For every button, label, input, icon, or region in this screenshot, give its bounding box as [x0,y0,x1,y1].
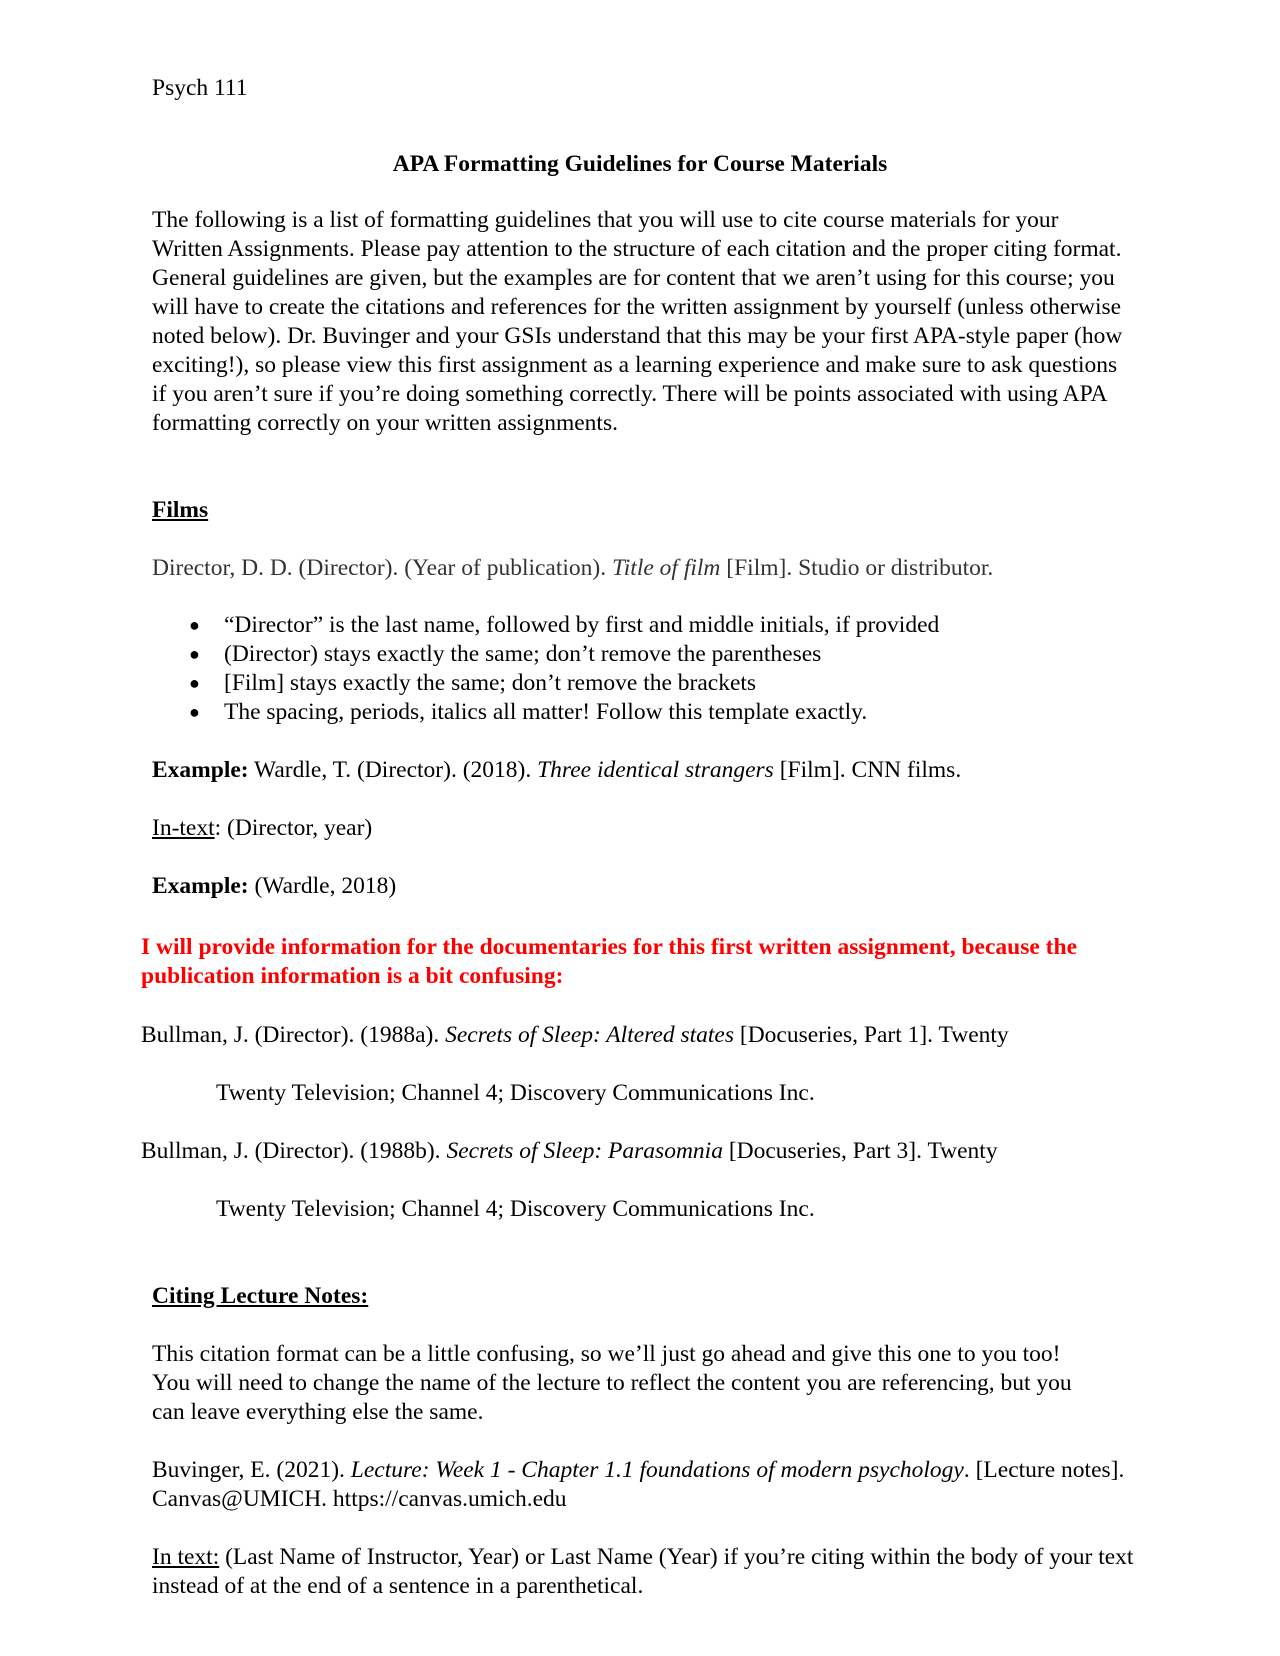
film-example [152,756,961,785]
citation-title: Secrets of Sleep: Altered states [445,1022,735,1048]
list-item-text: “Director” is the last name, followed by first and middle initials, if provided [224,612,940,638]
citation-title: Lecture: Week 1 - Chapter 1.1 foundations of modern psychology [350,1457,964,1483]
documentary-citation-1-continued: Twenty Television; Channel 4; Discovery Communications Inc. [216,1080,815,1106]
example-prefix: Wardle, T. (Director). (2018). [248,757,538,783]
bullet-icon: ● [189,644,200,664]
documentary-citation-2 [141,1137,998,1166]
example-label: Example: [152,873,249,899]
citation-prefix: Bullman, J. (Director). (1988b). [141,1138,447,1164]
intro-paragraph: The following is a list of formatting guidelines that you will use to cite course materials for your Written Assignments. Please pay attention to the structure of each citation and the proper citing format. General guidelines are given, but the examples are for content that we aren’t using for this course; you will have to create the citations and references for the written assignment by yourself (unless otherwise noted below). Dr. Buvinger and your GSIs understand that this may be your first APA-style paper (how exciting!), so please view this first assignment as a learning experience and make sure to ask questions if you aren’t sure if you’re doing something correctly. There will be points associated with using APA formatting correctly on your written assignments. [152,207,1123,436]
citation-suffix: . [Lecture notes]. Canvas@UMICH. https://canvas.umich.edu [152,1457,1125,1512]
documentary-notice: I will provide information for the documentaries for this first written assignment, because the publication information is a bit confusing: [141,934,1078,989]
example-title: Three identical strangers [537,757,774,783]
lecture-notes-heading: Citing Lecture Notes: [152,1283,369,1309]
intext-format: (Last Name of Instructor, Year) or Last Name (Year) if you’re citing within the body of your text instead of at the end of a sentence in a parenthetical. [152,1544,1134,1599]
list-item-text: (Director) stays exactly the same; don’t remove the parentheses [224,641,822,667]
example-text: (Wardle, 2018) [248,873,397,899]
intext-label: In text: [152,1544,220,1570]
lecture-intext [152,1543,1142,1601]
documentary-citation-1 [141,1021,1009,1050]
example-suffix: [Film]. CNN films. [773,757,962,783]
intext-label: In-text [152,815,215,841]
template-suffix: [Film]. Studio or distributor. [720,555,994,581]
citation-prefix: Bullman, J. (Director). (1988a). [141,1022,446,1048]
film-intext-example [152,872,396,901]
list-item-text: [Film] stays exactly the same; don’t remove the brackets [224,670,757,696]
bullet-icon: ● [189,702,200,722]
film-intext [152,814,372,843]
lecture-intro-paragraph: This citation format can be a little confusing, so we’ll just go ahead and give this one to you too! You will need to change the name of the lecture to reflect the content you are referencing, but you can leave everything else the same. [152,1341,1072,1425]
citation-suffix: [Docuseries, Part 1]. Twenty [734,1022,1009,1048]
course-label: Psych 111 [152,75,248,101]
films-heading: Films [152,497,209,523]
template-title: Title of film [612,555,721,581]
list-item [152,640,939,669]
bullet-icon: ● [189,615,200,635]
citation-prefix: Buvinger, E. (2021). [152,1457,351,1483]
list-item-text: The spacing, periods, italics all matter! Follow this template exactly. [224,699,868,725]
lecture-citation [152,1456,1142,1514]
bullet-icon: ● [189,673,200,693]
documentary-citation-2-continued: Twenty Television; Channel 4; Discovery Communications Inc. [216,1196,815,1222]
citation-suffix: [Docuseries, Part 3]. Twenty [722,1138,998,1164]
citation-title: Secrets of Sleep: Parasomnia [446,1138,723,1164]
intext-format: : (Director, year) [214,815,373,841]
page-title: APA Formatting Guidelines for Course Materials [392,151,888,177]
film-citation-template [152,554,993,583]
list-item [152,611,939,640]
list-item [152,698,939,727]
example-label: Example: [152,757,249,783]
template-prefix: Director, D. D. (Director). (Year of publication). [152,555,612,581]
list-item [152,669,939,698]
film-rules-list [152,611,939,727]
